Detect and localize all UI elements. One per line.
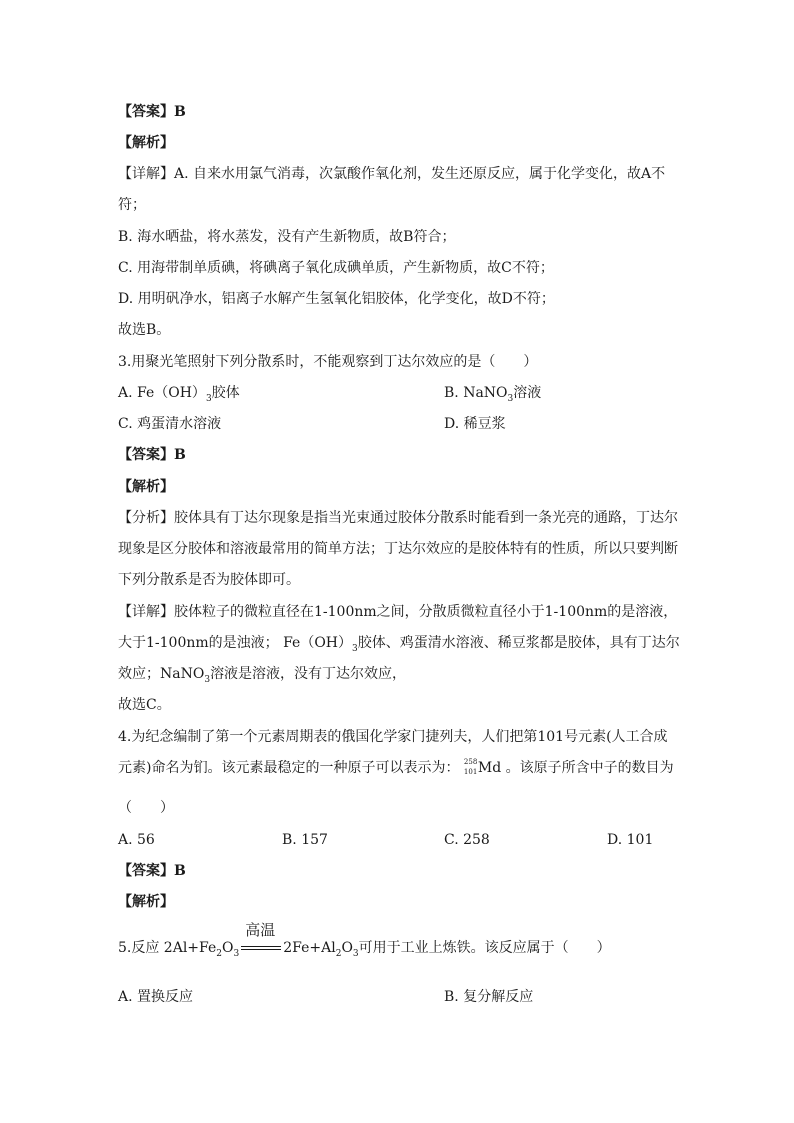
q3-detail-line3-sub: 3	[204, 674, 211, 685]
q4-stem-line3: （ ）	[118, 800, 174, 816]
q3-answer: 【答案】B	[118, 447, 186, 463]
q3-option-b-pre: B. NaNO	[444, 385, 508, 401]
q4-option-a: A. 56	[118, 832, 155, 848]
q3-detail-line2-pre: 大于1-100nm的是浊液； Fe（OH）	[118, 635, 353, 651]
q3-detail-line2	[118, 633, 680, 659]
q3-fenxi-line1: 【分析】胶体具有丁达尔现象是指当光束通过胶体分散系时能看到一条光亮的通路，丁达尔	[118, 510, 678, 526]
q4-stem-line2-pre: 元素)命名为钔。该元素最稳定的一种原子可以表示为：	[118, 760, 460, 776]
q3-option-a	[118, 383, 240, 409]
isotope-symbol: Md	[477, 760, 502, 776]
q2-analysis-label: 【解析】	[118, 135, 174, 151]
q3-detail-line3	[118, 664, 406, 690]
q2-answer: 【答案】B	[118, 104, 186, 120]
q5-stem-post: 可用于工业上炼铁。该反应属于（ ）	[358, 940, 611, 956]
equal-bar-bottom	[241, 949, 281, 950]
q3-detail-line3-post: 溶液是溶液，没有丁达尔效应，	[210, 666, 407, 682]
q3-analysis-label: 【解析】	[118, 479, 174, 495]
equal-bar-top	[241, 946, 281, 947]
q2-option-c: C. 用海带制单质碘，将碘离子氧化成碘单质，产生新物质，故C不符；	[118, 260, 554, 276]
reaction-condition-label: 高温	[245, 921, 276, 939]
q5-mid1: O	[222, 940, 234, 956]
q5-stem-pre: 5.反应 2Al+Fe	[118, 940, 217, 956]
q5-sub4: 3	[352, 948, 359, 959]
q4-option-c: C. 258	[444, 832, 490, 848]
q4-stem-line2-post: 。该原子所含中子的数目为	[505, 760, 674, 776]
q5-option-b: B. 复分解反应	[444, 989, 534, 1005]
q2-option-d: D. 用明矾净水，铝离子水解产生氢氧化铝胶体，化学变化，故D不符；	[118, 291, 555, 307]
q3-option-b	[444, 383, 541, 409]
q5-option-a: A. 置换反应	[118, 989, 194, 1005]
q3-stem: 3.用聚光笔照射下列分散系时，不能观察到丁达尔效应的是（ ）	[118, 354, 538, 370]
q5-sub2: 3	[233, 948, 240, 959]
q4-stem-line2	[118, 758, 674, 778]
q4-analysis-label: 【解析】	[118, 894, 174, 910]
q3-detail-line2-sub: 3	[352, 643, 358, 654]
isotope-notation	[464, 758, 478, 778]
q2-option-b: B. 海水晒盐，将水蒸发，没有产生新物质，故B符合；	[118, 229, 456, 245]
q5-sub3: 2	[335, 948, 342, 959]
q3-option-a-post: 胶体	[211, 385, 240, 401]
q3-fenxi-line3: 下列分散系是否为胶体即可。	[118, 572, 300, 588]
q4-option-d: D. 101	[607, 832, 654, 848]
q3-option-a-pre: A. Fe（OH）	[118, 385, 206, 401]
isotope-mass-number: 258	[463, 758, 478, 766]
q3-option-c: C. 鸡蛋清水溶液	[118, 416, 222, 432]
q3-option-b-post: 溶液	[513, 385, 542, 401]
isotope-atomic-number: 101	[463, 768, 478, 776]
q3-option-d: D. 稀豆浆	[444, 416, 506, 432]
q3-option-b-sub: 3	[507, 393, 514, 404]
q5-mid3: O	[341, 940, 353, 956]
q3-fenxi-line2: 现象是区分胶体和溶液最常用的简单方法；丁达尔效应的是胶体特有的性质，所以只要判断	[118, 541, 678, 557]
q4-answer: 【答案】B	[118, 863, 186, 879]
q2-detail-line2: 符；	[118, 197, 146, 213]
q3-detail-line3-pre: 效应；NaNO	[118, 666, 205, 682]
q3-conclusion: 故选C。	[118, 697, 171, 713]
reaction-condition	[239, 921, 283, 958]
q2-detail-line1: 【详解】A. 自来水用氯气消毒，次氯酸作氧化剂，发生还原反应，属于化学变化，故A不	[118, 166, 666, 182]
q3-option-a-sub: 3	[205, 393, 212, 404]
q5-stem	[118, 921, 611, 964]
q5-sub1: 2	[216, 948, 223, 959]
q3-detail-line1: 【详解】胶体粒子的微粒直径在1-100nm之间，分散质微粒直径小于1-100nm的是溶液，	[118, 604, 678, 620]
q4-option-b: B. 157	[282, 832, 328, 848]
q3-detail-line2-post: 胶体、鸡蛋清水溶液、稀豆浆都是胶体，具有丁达尔	[357, 635, 680, 651]
q2-conclusion: 故选B。	[118, 322, 171, 338]
q4-stem-line1: 4.为纪念编制了第一个元素周期表的俄国化学家门捷列夫，人们把第101号元素(人工合成	[118, 729, 668, 745]
q5-mid2: 2Fe+Al	[283, 940, 336, 956]
